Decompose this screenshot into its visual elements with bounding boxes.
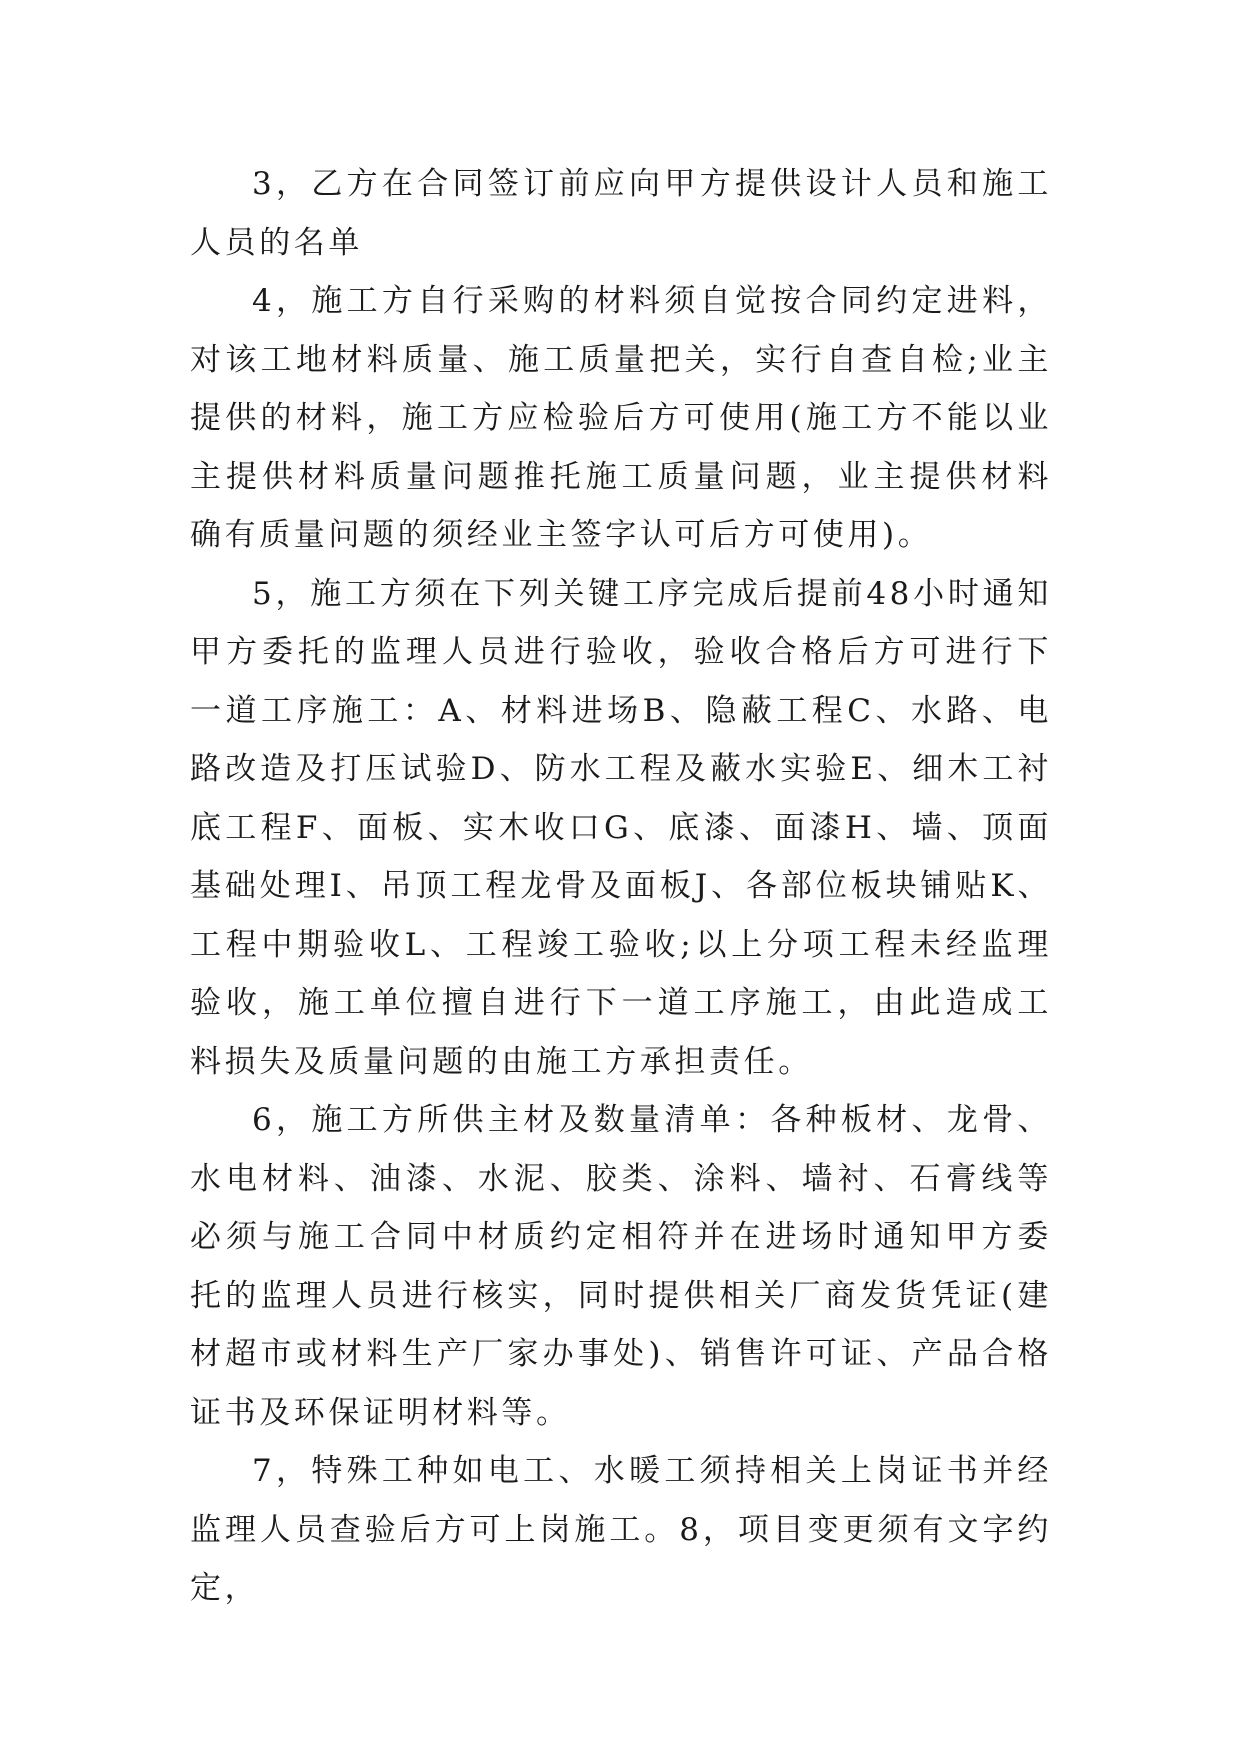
paragraph-7: 7，特殊工种如电工、水暖工须持相关上岗证书并经监理人员查验后方可上岗施工。8，项目变更须有文字约定， bbox=[190, 1453, 1052, 1606]
paragraph-6: 6，施工方所供主材及数量清单：各种板材、龙骨、水电材料、油漆、水泥、胶类、涂料、墙衬、石膏线等必须与施工合同中材质约定相符并在进场时通知甲方委托的监理人员进行核实，同时提供相关厂商发货凭证(建材超市或材料生产厂家办事处)、销售许可证、产品合格证书及环保证明材料等。 bbox=[190, 1102, 1052, 1431]
paragraph-5: 5，施工方须在下列关键工序完成后提前48小时通知甲方委托的监理人员进行验收，验收合格后方可进行下一道工序施工：A、材料进场B、隐蔽工程C、水路、电路改造及打压试验D、防水工程及蔽水实验E、细木工衬底工程F、面板、实木收口G、底漆、面漆H、墙、顶面基础处理I、吊顶工程龙骨及面板J、各部位板块铺贴K、工程中期验收L、工程竣工验收;以上分项工程未经监理验收，施工单位擅自进行下一道工序施工，由此造成工料损失及质量问题的由施工方承担责任。 bbox=[190, 575, 1052, 1080]
paragraph-4: 4，施工方自行采购的材料须自觉按合同约定进料，对该工地材料质量、施工质量把关，实行自查自检;业主提供的材料，施工方应检验后方可使用(施工方不能以业主提供材料质量问题推托施工质量问题，业主提供材料确有质量问题的须经业主签字认可后方可使用)。 bbox=[190, 283, 1052, 553]
paragraph-3: 3，乙方在合同签订前应向甲方提供设计人员和施工人员的名单 bbox=[190, 166, 1052, 261]
document-body bbox=[190, 155, 1052, 1618]
